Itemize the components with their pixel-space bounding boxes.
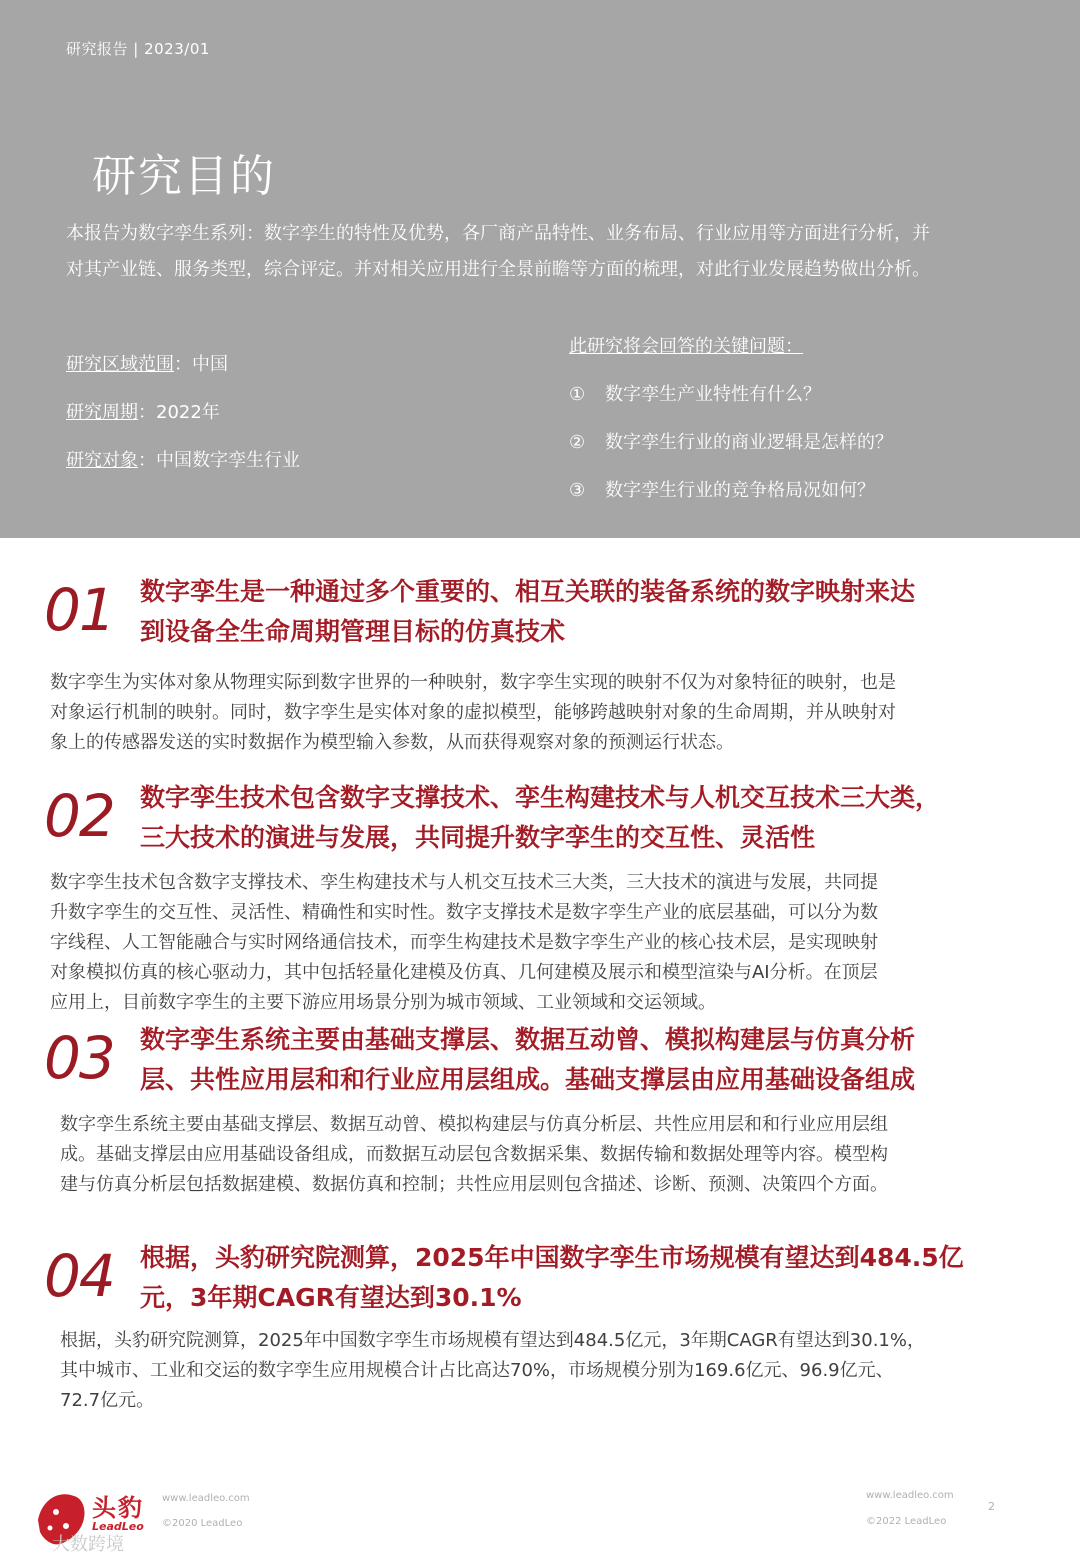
section-number: 03 (44, 1024, 114, 1092)
section-number: 02 (44, 782, 114, 850)
section-number: 01 (44, 576, 114, 644)
footer-copyright-right: ©2022 LeadLeo (866, 1516, 947, 1527)
section-heading: 数字孪生系统主要由基础支撑层、数据互动曾、模拟构建层与仿真分析 层、共性应用层和和行业应用层组成。基础支撑层由应用基础设备组成 (140, 1025, 916, 1094)
leadleo-logo (34, 1478, 164, 1553)
section-heading: 数字孪生是一种通过多个重要的、相互关联的装备系统的数字映射来达 到设备全生命周期管理目标的仿真技术 (140, 577, 916, 646)
watermark: 大数跨境 (52, 1534, 124, 1555)
footer-copyright-left: ©2020 LeadLeo (162, 1518, 243, 1529)
intro-paragraph: 本报告为数字孪生系列：数字孪生的特性及优势，各厂商产品特性、业务布局、行业应用等方面进行分析，并 对其产业链、服务类型，综合评定。并对相关应用进行全景前瞻等方面的梳理，对此行业发展趋势做出分析。 (66, 223, 930, 280)
footer-url-left[interactable]: www.leadleo.com (162, 1493, 250, 1504)
section-number: 04 (44, 1242, 114, 1310)
footer-url-right[interactable]: www.leadleo.com (866, 1490, 954, 1501)
page-number: 2 (988, 1500, 995, 1513)
logo-subtext: LeadLeo (92, 1520, 144, 1533)
logo-text: 头豹 (92, 1494, 144, 1522)
key-questions-title: 此研究将会回答的关键问题： (569, 336, 803, 357)
research-purpose-banner (0, 0, 1080, 538)
section-body: 数字孪生技术包含数字支撑技术、孪生构建技术与人机交互技术三大类，三大技术的演进与发展，共同提 升数字孪生的交互性、灵活性、精确性和实时性。数字支撑技术是数字孪生产业的底层基础，可以分为数 字线程、人工智能融合与实时网络通信技术，而孪生构建技术是数字孪生产业的核心技术层，是实现映射 对象模拟仿真的核心驱动力，其中包括轻量化建模及仿真、几何建模及展示和模型渲染与AI分析。在顶层 应用上，目前数字孪生的主要下游应用场景分别为城市领域、工业领域和交运领域。 (50, 872, 878, 1013)
report-header-label: 研究报告 | 2023/01 (66, 40, 210, 58)
section-body: 数字孪生为实体对象从物理实际到数字世界的一种映射，数字孪生实现的映射不仅为对象特征的映射，也是 对象运行机制的映射。同时，数字孪生是实体对象的虚拟模型，能够跨越映射对象的生命周期，并从映射对 象上的传感器发送的实时数据作为模型输入参数，从而获得观察对象的预测运行状态。 (50, 672, 896, 753)
scope-region: 研究区域范围：中国 (66, 354, 228, 375)
scope-object: 研究对象：中国数字孪生行业 (66, 450, 300, 471)
page-title: 研究目的 (92, 151, 276, 202)
section-body: 数字孪生系统主要由基础支撑层、数据互动曾、模拟构建层与仿真分析层、共性应用层和和行业应用层组 成。基础支撑层由应用基础设备组成，而数据互动层包含数据采集、数据传输和数据处理等内容。模型构 建与仿真分析层包括数据建模、数据仿真和控制；共性应用层则包含描述、诊断、预测、决策四个方面。 (60, 1114, 888, 1195)
scope-period: 研究周期：2022年 (66, 402, 220, 423)
section-body: 根据，头豹研究院测算，2025年中国数字孪生市场规模有望达到484.5亿元，3年期CAGR有望达到30.1%， 其中城市、工业和交运的数字孪生应用规模合计占比高达70%，市场规模分别为169.6亿元、96.9亿元、 72.7亿元。 (60, 1330, 925, 1411)
key-question: ① 数字孪生产业特性有什么？ (569, 384, 821, 405)
section-heading: 根据，头豹研究院测算，2025年中国数字孪生市场规模有望达到484.5亿 元，3年期CAGR有望达到30.1% (140, 1243, 964, 1312)
key-question: ② 数字孪生行业的商业逻辑是怎样的？ (569, 432, 893, 453)
section-heading: 数字孪生技术包含数字支撑技术、孪生构建技术与人机交互技术三大类， 三大技术的演进与发展，共同提升数字孪生的交互性、灵活性 (140, 783, 941, 852)
key-question: ③ 数字孪生行业的竞争格局况如何？ (569, 480, 875, 501)
